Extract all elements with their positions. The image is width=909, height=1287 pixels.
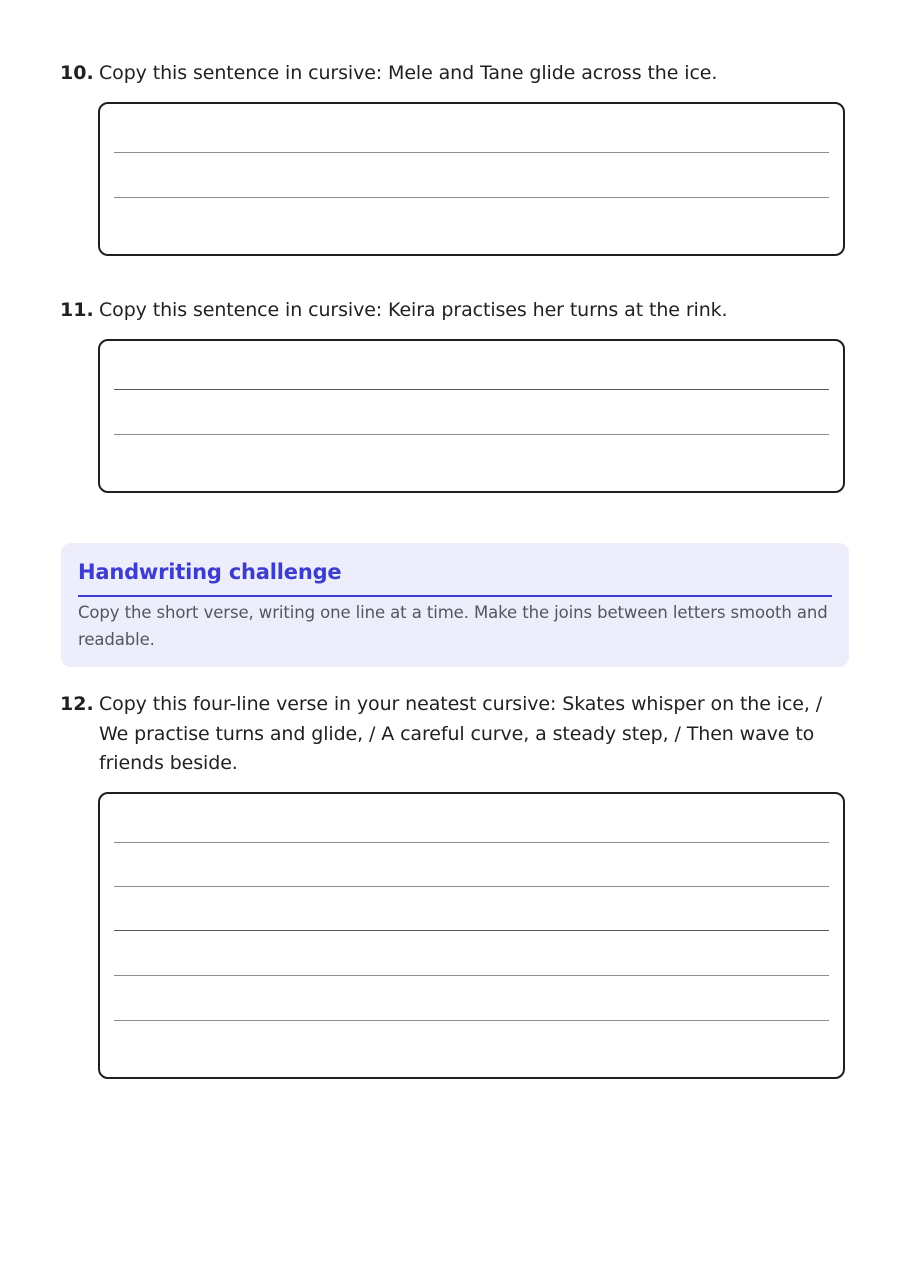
question-text: Copy this sentence in cursive: Mele and Tane glide across the ice. [99, 62, 718, 84]
callout-title: Handwriting challenge [78, 557, 832, 597]
writing-line [114, 842, 829, 843]
question-text: Copy this sentence in cursive: Keira practises her turns at the rink. [99, 299, 728, 321]
writing-line [114, 434, 829, 435]
writing-line [114, 1020, 829, 1021]
writing-line [114, 197, 829, 198]
answer-box-11[interactable] [98, 339, 845, 493]
question-10 [60, 59, 840, 89]
callout-body: Copy the short verse, writing one line at a time. Make the joins between letters smooth and readable. [78, 603, 828, 649]
question-number: 11. [60, 299, 94, 321]
writing-line [114, 975, 829, 976]
question-number: 12. [60, 693, 94, 715]
question-number: 10. [60, 62, 94, 84]
writing-line [114, 930, 829, 931]
handwriting-challenge-callout [61, 543, 849, 667]
answer-box-10[interactable] [98, 102, 845, 256]
question-12 [60, 690, 840, 779]
question-text: Copy this four-line verse in your neatest cursive: Skates whisper on the ice, / We practise turns and glide, / A careful curve, a steady step, / Then wave to friends beside. [99, 693, 823, 774]
answer-box-12[interactable] [98, 792, 845, 1079]
question-11 [60, 296, 840, 326]
writing-line [114, 886, 829, 887]
writing-line [114, 389, 829, 390]
writing-line [114, 152, 829, 153]
